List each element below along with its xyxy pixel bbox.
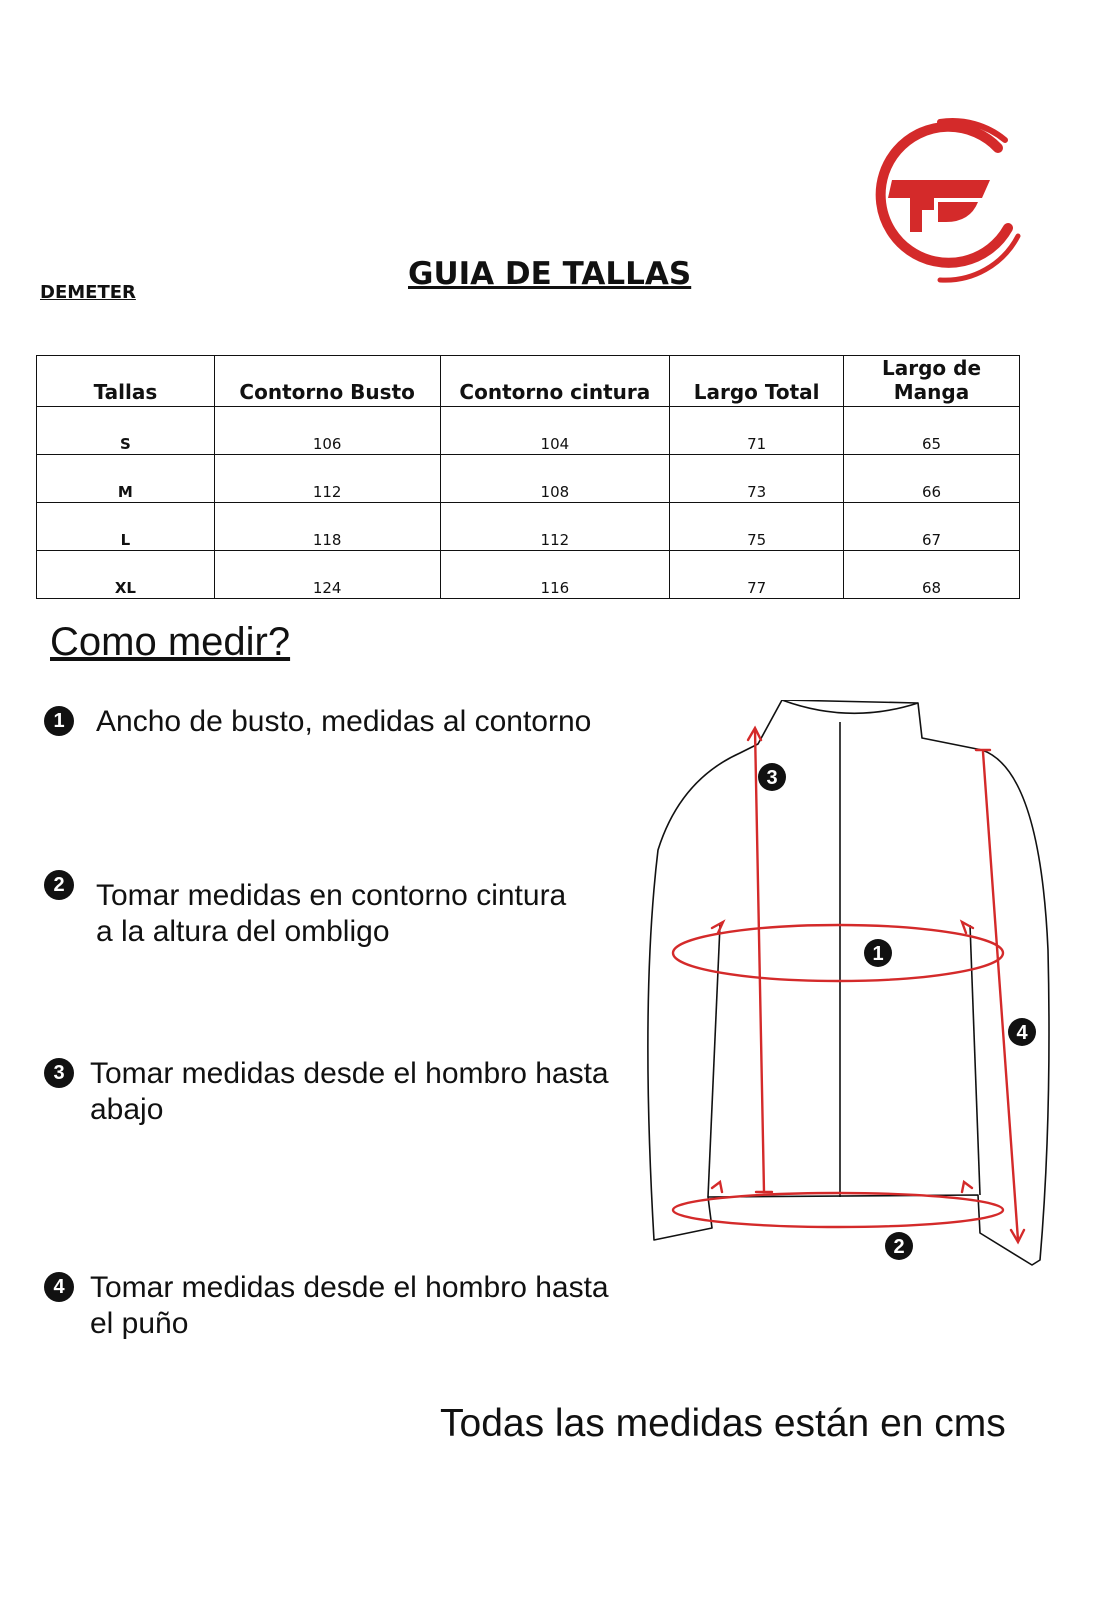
column-header: Largo Total xyxy=(670,356,844,407)
bust-measure-loop xyxy=(673,925,1003,981)
table-cell: 104 xyxy=(440,407,670,455)
step-number-badge: 3 xyxy=(44,1058,74,1088)
length-measure-line xyxy=(755,730,764,1192)
step-text xyxy=(96,878,566,950)
column-header: Tallas xyxy=(37,356,215,407)
step-number-badge: 4 xyxy=(44,1272,74,1302)
size-cell: S xyxy=(37,407,215,455)
table-cell: 116 xyxy=(440,551,670,599)
page-title: GUIA DE TALLAS xyxy=(408,256,692,292)
table-cell: 68 xyxy=(844,551,1020,599)
table-row xyxy=(37,551,1020,599)
bust-arrow-right xyxy=(962,922,973,933)
table-row xyxy=(37,455,1020,503)
table-cell: 112 xyxy=(214,455,440,503)
table-cell: 66 xyxy=(844,455,1020,503)
step-text xyxy=(96,704,591,740)
right-sleeve-inner xyxy=(970,925,980,1195)
column-header: Contorno cintura xyxy=(440,356,670,407)
table-cell: 108 xyxy=(440,455,670,503)
left-sleeve-inner xyxy=(708,925,720,1197)
table-cell: 67 xyxy=(844,503,1020,551)
column-header: Contorno Busto xyxy=(214,356,440,407)
waist-arrow-left xyxy=(712,1182,722,1192)
diagram-marker-1: 1 xyxy=(872,943,884,965)
step-text-line: Tomar medidas desde el hombro hasta xyxy=(90,1057,609,1090)
step-text-line: el puño xyxy=(90,1307,189,1340)
sleeve-measure-line xyxy=(983,752,1018,1240)
units-note: Todas las medidas están en cms xyxy=(440,1402,1006,1445)
step-text-line: Tomar medidas desde el hombro hasta xyxy=(90,1271,609,1304)
how-to-measure-title: Como medir? xyxy=(50,620,291,664)
table-cell: 65 xyxy=(844,407,1020,455)
step-text-line: Ancho de busto, medidas al contorno xyxy=(96,705,592,738)
table-cell: 71 xyxy=(670,407,844,455)
size-cell: L xyxy=(37,503,215,551)
waist-arrow-right xyxy=(962,1182,972,1192)
table-row xyxy=(37,503,1020,551)
table-row xyxy=(37,407,1020,455)
step-text-line: a la altura del ombligo xyxy=(96,915,390,948)
diagram-markers xyxy=(758,763,1036,1260)
table-cell: 77 xyxy=(670,551,844,599)
step-text-line: abajo xyxy=(90,1093,164,1126)
diagram-marker-4: 4 xyxy=(1016,1022,1028,1044)
bust-arrow-left xyxy=(712,922,723,933)
step-text xyxy=(90,1270,609,1342)
step-text-line: Tomar medidas en contorno cintura xyxy=(96,879,567,912)
table-cell: 112 xyxy=(440,503,670,551)
step-text xyxy=(90,1056,609,1128)
product-name: DEMETER xyxy=(40,282,136,303)
table-cell: 106 xyxy=(214,407,440,455)
column-header: Largo de Manga xyxy=(844,356,1020,407)
table-header-row xyxy=(37,356,1020,407)
step-number-badge: 2 xyxy=(44,870,74,900)
diagram-marker-2: 2 xyxy=(893,1236,905,1258)
diagram-marker-3: 3 xyxy=(766,767,778,789)
table-cell: 118 xyxy=(214,503,440,551)
waist-measure-loop xyxy=(673,1193,1003,1227)
size-cell: XL xyxy=(37,551,215,599)
size-table xyxy=(36,355,1020,599)
jacket-measurement-diagram xyxy=(640,700,1090,1300)
brand-logo-icon xyxy=(870,110,1040,290)
size-cell: M xyxy=(37,455,215,503)
table-cell: 124 xyxy=(214,551,440,599)
step-number-badge: 1 xyxy=(44,706,74,736)
table-cell: 73 xyxy=(670,455,844,503)
table-cell: 75 xyxy=(670,503,844,551)
